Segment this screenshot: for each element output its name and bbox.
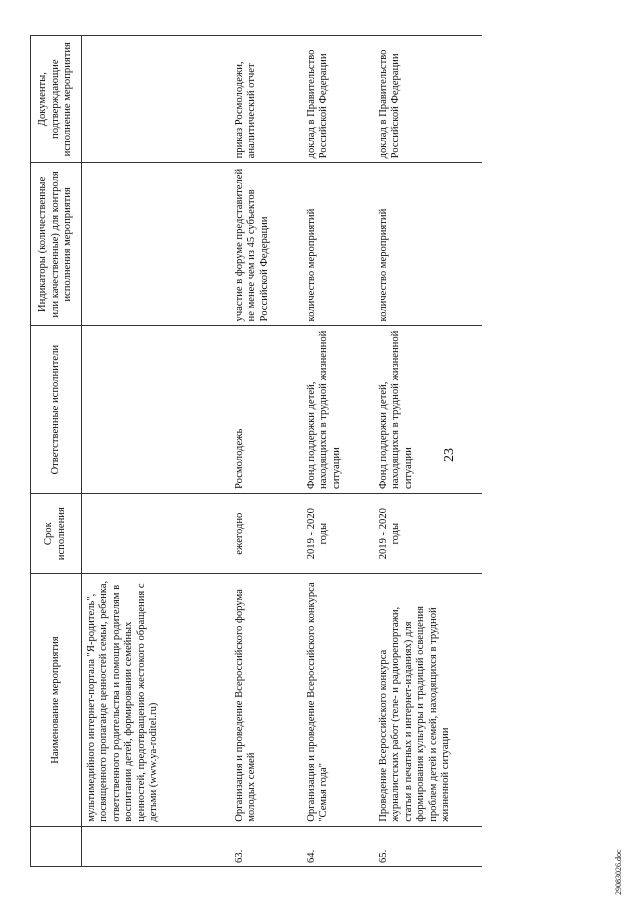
table-row <box>81 36 230 867</box>
row-executor: Фонд поддержки детей, находящихся в трудной жизненной ситуации <box>302 326 374 494</box>
row-number: 65. <box>374 826 482 866</box>
row-documents: доклад в Правительство Российской Федерации <box>374 36 482 163</box>
row-executor: Росмолодежь <box>230 326 302 494</box>
table-row <box>302 36 374 867</box>
row-name: Организация и проведение Всероссийского конкурса "Семья года" <box>302 574 374 826</box>
footer-filename: 29083026.doc <box>614 849 623 895</box>
header-term: Срок исполнения <box>31 493 82 573</box>
measures-table <box>30 35 482 867</box>
row-indicator <box>81 163 230 326</box>
header-executor: Ответственные исполнители <box>31 326 82 494</box>
row-term: ежегодно <box>230 493 302 573</box>
row-number <box>81 826 230 866</box>
row-term: 2019 - 2020 годы <box>302 493 374 573</box>
row-documents: доклад в Правительство Российской Федерации <box>302 36 374 163</box>
row-term: 2019 - 2020 годы <box>374 493 482 573</box>
table-row <box>374 36 482 867</box>
row-executor <box>81 326 230 494</box>
table-row <box>230 36 302 867</box>
row-name: Проведение Всероссийского конкурса журналистских работ (теле- и радиорепортажи, статьи в печатных и интернет-изданиях) для формирования культуры и традиций освещения проблем детей и семей, находящихся в трудной жизненной ситуации <box>374 574 482 826</box>
row-name: мультимедийного интернет-портала "Я-родитель", посвященного пропаганде ценностей семьи, ребенка, ответственного родительства и помощи родителям в воспитании детей, формировании семейных ценностей, предотвращению жестокого обращения с детьми (www.ya-roditel.ru) <box>81 574 230 826</box>
row-documents: приказ Росмолодежи, аналитический отчет <box>230 36 302 163</box>
row-number: 63. <box>230 826 302 866</box>
row-indicator: участие в форуме представителей не менее чем из 45 субъектов Российской Федерации <box>230 163 302 326</box>
row-executor: Фонд поддержки детей, находящихся в трудной жизненной ситуации <box>374 326 482 494</box>
header-indicator: Индикаторы (количественные или качественные) для контроля исполнения мероприятия <box>31 163 82 326</box>
row-indicator: количество мероприятий <box>302 163 374 326</box>
header-name: Наименование мероприятия <box>31 574 82 826</box>
row-term <box>81 493 230 573</box>
table-header-row <box>31 36 82 867</box>
row-number: 64. <box>302 826 374 866</box>
row-indicator: количество мероприятий <box>374 163 482 326</box>
row-name: Организация и проведение Всероссийского форума молодых семей <box>230 574 302 826</box>
header-number <box>31 826 82 866</box>
header-documents: Документы, подтверждающие исполнение мероприятия <box>31 36 82 163</box>
row-documents <box>81 36 230 163</box>
page-number: 23 <box>442 448 457 462</box>
